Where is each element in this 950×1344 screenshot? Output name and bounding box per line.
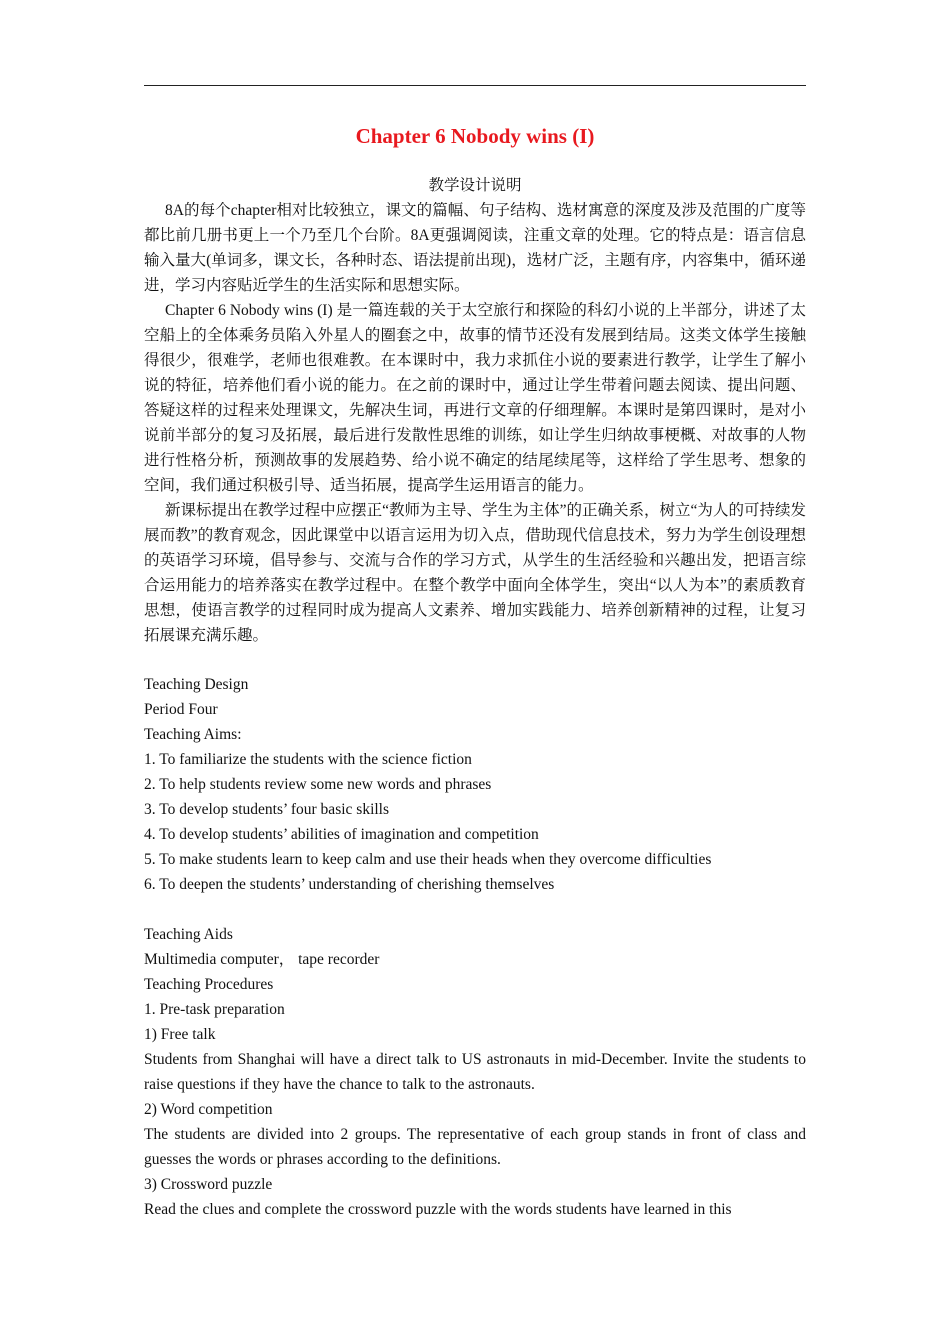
teaching-aids-text: Multimedia computer， tape recorder [144,951,380,968]
step-text-crossword: Read the clues and complete the crossword puzzle with the words students have learned in this [144,1201,732,1218]
document-subtitle: 教学设计说明 [428,177,522,194]
aim-item: 2. To help students review some new words and phrases [144,776,492,793]
teaching-aids-heading: Teaching Aids [144,926,233,943]
header-rule [144,85,806,86]
step-heading-crossword: 3) Crossword puzzle [144,1176,273,1193]
aim-item: 4. To develop students’ abilities of imagination and competition [144,826,539,843]
step-text-free-talk: Students from Shanghai will have a direct talk to US astronauts in mid-December. Invite the students to raise questions if they have the chance to talk to the astronauts. [144,1051,806,1093]
aim-item: 6. To deepen the students’ understanding of cherishing themselves [144,876,555,893]
intro-paragraph: 8A的每个chapter相对比较独立，课文的篇幅、句子结构、选材寓意的深度及涉及范围的广度等都比前几册书更上一个乃至几个台阶。8A更强调阅读，注重文章的处理。它的特点是：语言信息输入量大(单词多，课文长，各种时态、语法提前出现)，选材广泛，主题有序，内容集中，循环递进，学习内容贴近学生的生活实际和思想实际。 [144,202,806,294]
period-label: Period Four [144,701,218,718]
step-text-word-competition: The students are divided into 2 groups. The representative of each group stands in front of class and guesses the words or phrases according to the definitions. [144,1126,806,1168]
step-heading-free-talk: 1) Free talk [144,1026,216,1043]
teaching-design-section [144,672,806,1222]
step-heading-word-competition: 2) Word competition [144,1101,273,1118]
intro-paragraph: 新课标提出在教学过程中应摆正“教师为主导、学生为主体”的正确关系，树立“为人的可持续发展而教”的教育观念，因此课堂中以语言运用为切入点，借助现代信息技术，努力为学生创设理想的英语学习环境，倡导参与、交流与合作的学习方式，从学生的生活经验和兴趣出发，把语言综合运用能力的培养落实在教学过程中。在整个教学中面向全体学生，突出“以人为本”的素质教育思想，使语言教学的过程同时成为提高人文素养、增加实践能力、培养创新精神的过程，让复习拓展课充满乐趣。 [144,502,806,644]
teaching-aims-heading: Teaching Aims: [144,726,242,743]
aim-item: 3. To develop students’ four basic skills [144,801,390,818]
aim-item: 1. To familiarize the students with the science fiction [144,751,472,768]
intro-paragraph: Chapter 6 Nobody wins (I) 是一篇连载的关于太空旅行和探险的科幻小说的上半部分，讲述了太空船上的全体乘务员陷入外星人的圈套之中，故事的情节还没有发展到结局。这类文体学生接触得很少，很难学，老师也很难教。在本课时中，我力求抓住小说的要素进行教学，让学生了解小说的特征，培养他们看小说的能力。在之前的课时中，通过让学生带着问题去阅读、提出问题、答疑这样的过程来处理课文，先解决生词，再进行文章的仔细理解。本课时是第四课时，是对小说前半部分的复习及拓展，最后进行发散性思维的训练，如让学生归纳故事梗概、对故事的人物进行性格分析，预测故事的发展趋势、给小说不确定的结尾续尾等，这样给了学生思考、想象的空间，我们通过积极引导、适当拓展，提高学生运用语言的能力。 [144,302,806,494]
document-title: Chapter 6 Nobody wins (I) [355,124,595,148]
stage-heading: 1. Pre-task preparation [144,1001,285,1018]
teaching-procedures-heading: Teaching Procedures [144,976,274,993]
intro-section [144,198,806,648]
aim-item: 5. To make students learn to keep calm and use their heads when they overcome difficulties [144,851,712,868]
spacer [144,897,806,922]
teaching-design-heading: Teaching Design [144,676,249,693]
